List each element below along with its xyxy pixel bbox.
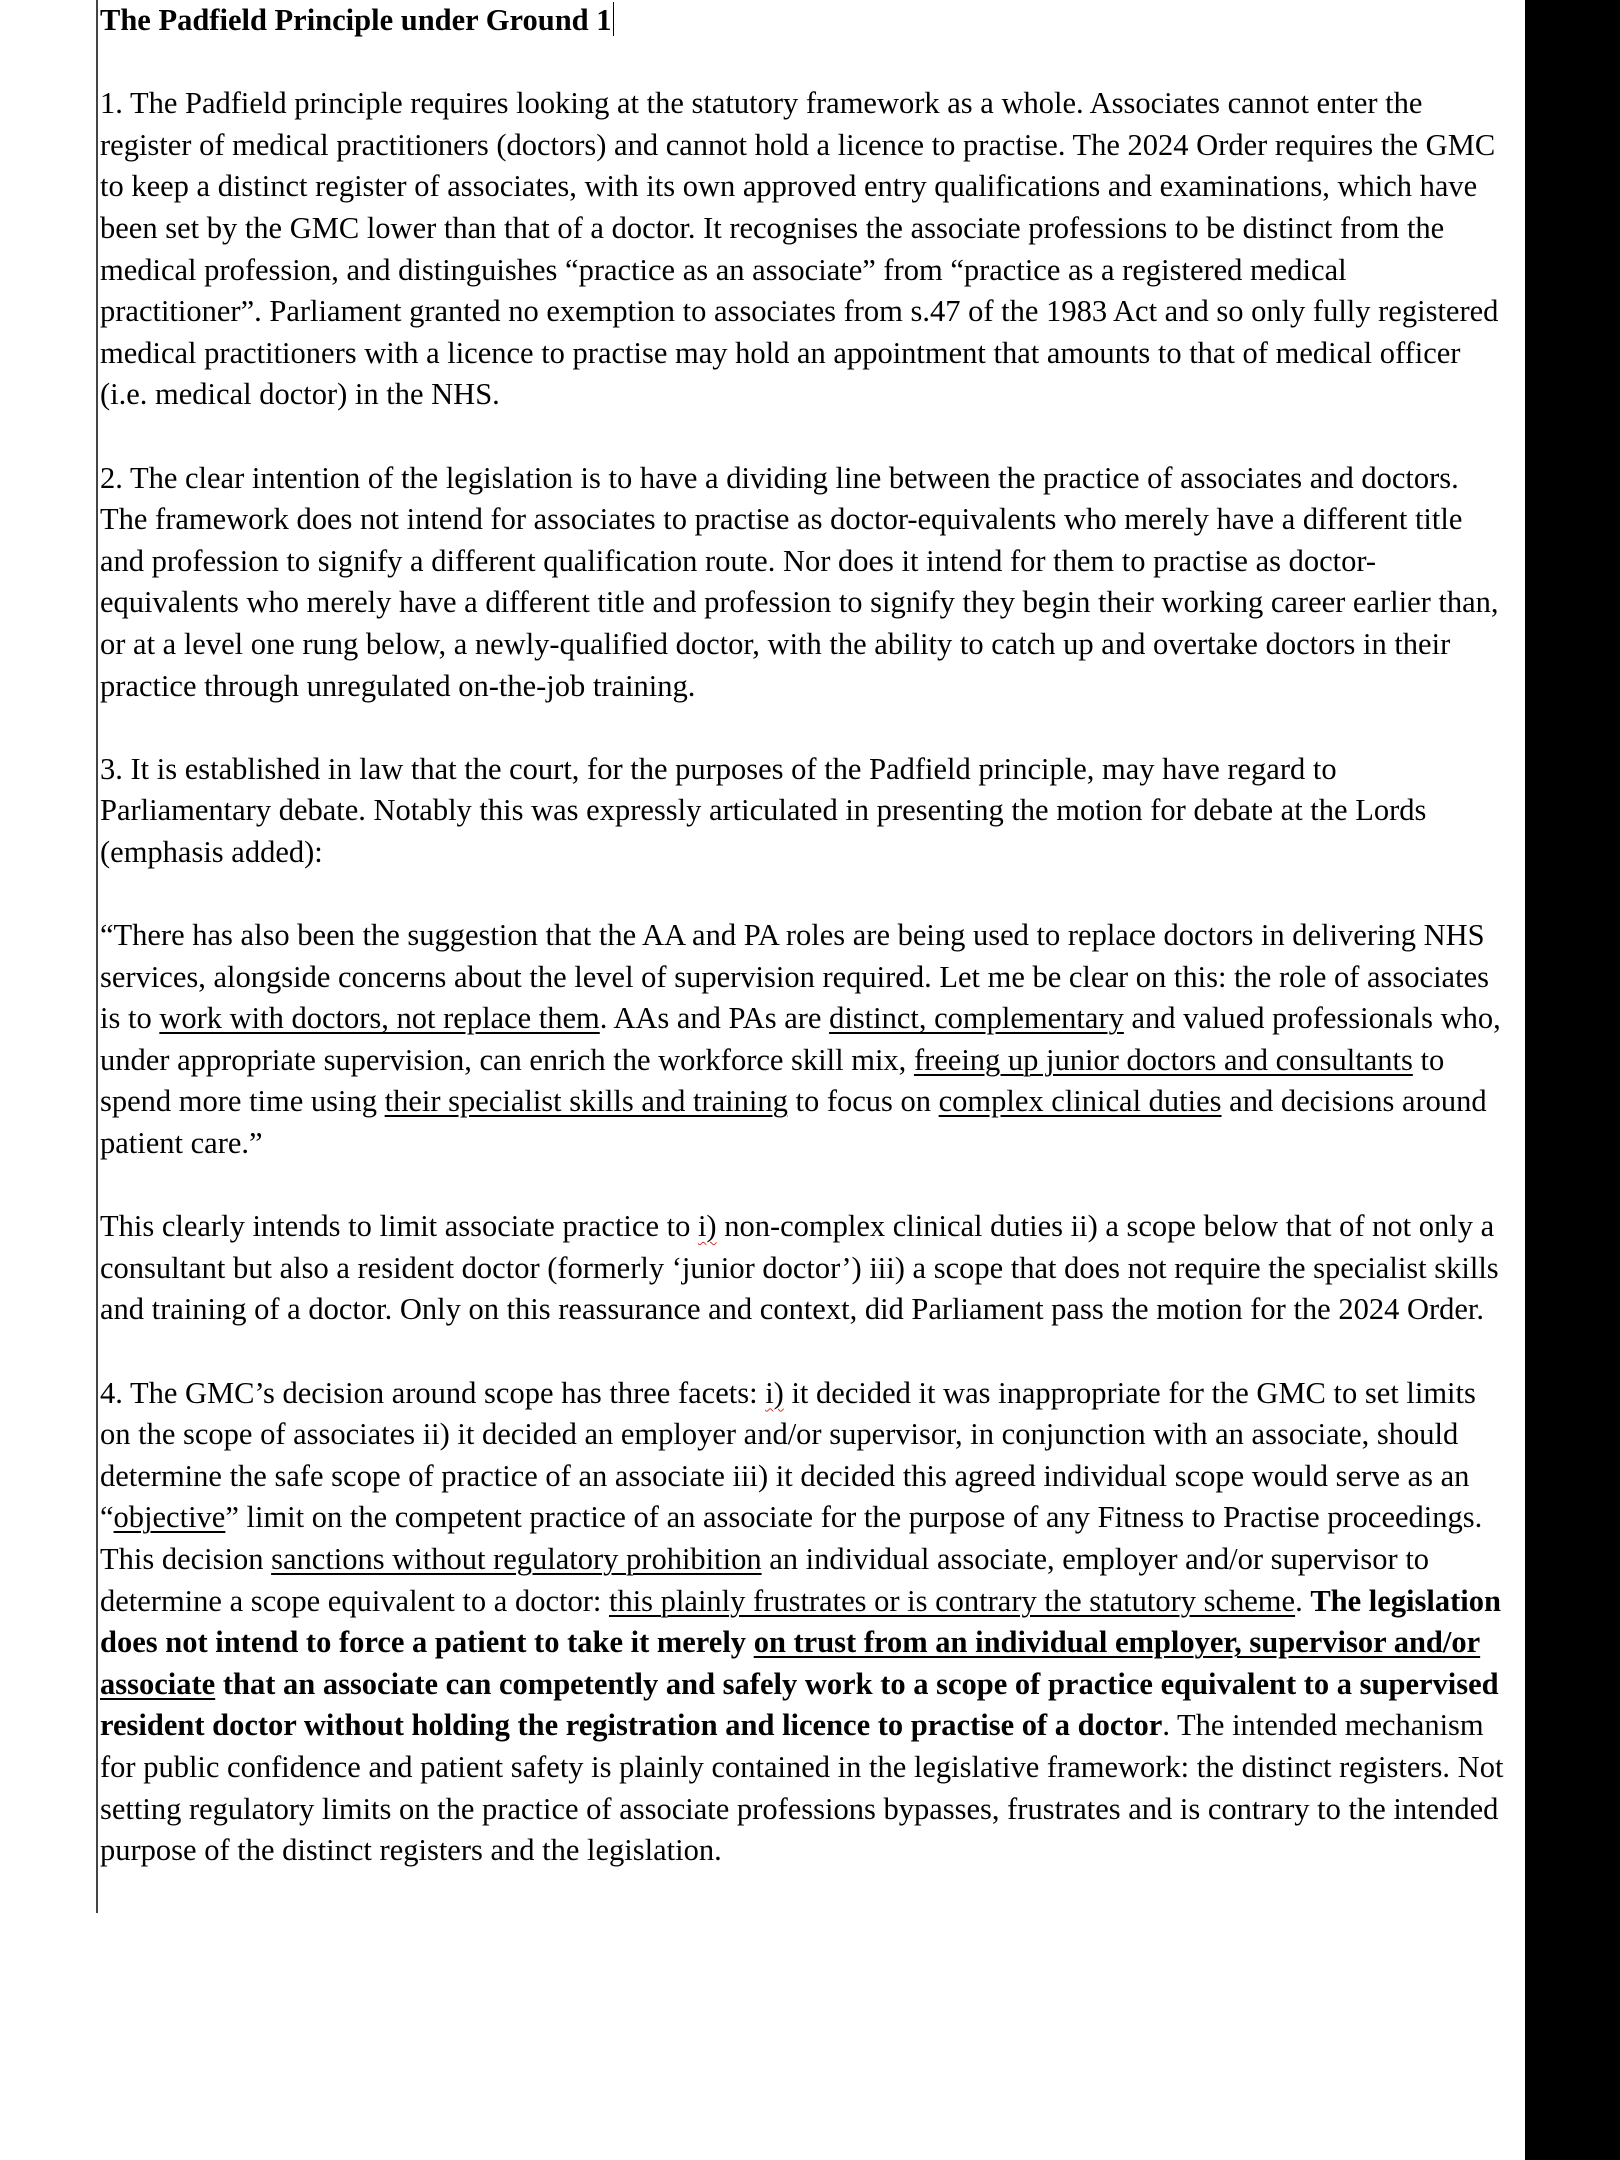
emphasis-underline: work with doctors, not replace them: [159, 1001, 600, 1036]
emphasis-underline: complex clinical duties: [938, 1084, 1222, 1119]
document-title: The Padfield Principle under Ground 1: [98, 0, 1504, 42]
spellcheck-marker[interactable]: i): [765, 1375, 784, 1410]
text-cursor: [613, 2, 615, 36]
emphasis-underline: sanctions without regulatory prohibition: [271, 1541, 762, 1576]
emphasis-underline: their specialist skills and training: [384, 1084, 788, 1119]
paragraph-1: 1. The Padfield principle requires looking at the statutory framework as a whole. Associates cannot enter the register of medical practitioners (doctors) and cannot hold a licence to practise. The 2024 Order requires the GMC to keep a distinct register of associates, with its own approved entry qualifications and examinations, which have been set by the GMC lower than that of a doctor. It recognises the associate professions to be distinct from the medical profession, and distinguishes “practice as an associate” from “practice as a registered medical practitioner”. Parliament granted no exemption to associates from s.47 of the 1983 Act and so only fully registered medical practitioners with a licence to practise may hold an appointment that amounts to that of medical officer (i.e. medical doctor) in the NHS.: [100, 86, 1499, 412]
emphasis-underline: this plainly frustrates or is contrary the statutory scheme: [608, 1583, 1296, 1618]
bold-underline-emphasis: on trust from an individual employer, supervisor and/or associate: [100, 1625, 1481, 1701]
paragraph-2: 2. The clear intention of the legislation is to have a dividing line between the practice of associates and doctors. The framework does not intend for associates to practise as doctor-equivalents who merely have a different title and profession to signify a different qualification route. Nor does it intend for them to practise as doctor-equivalents who merely have a different title and profession to signify they begin their working career earlier than, or at a level one rung below, a newly-qualified doctor, with the ability to catch up and overtake doctors in their practice through unregulated on-the-job training.: [100, 460, 1499, 703]
document-body[interactable]: [96, 0, 1504, 1913]
paragraph-4: 4. The GMC’s decision around scope has three facets: i) it decided it was inappropriate for the GMC to set limits on the scope of associates ii) it decided an employer and/or supervisor, in conjunction with an associate, should determine the safe scope of practice of an associate iii) it decided this agreed individual scope would serve as an “objective” limit on the competent practice of an associate for the purpose of any Fitness to Practise proceedings. This decision sanctions without regulatory prohibition an individual associate, employer and/or supervisor to determine a scope equivalent to a doctor: this plainly frustrates or is contrary the statutory scheme. The legislation does not intend to force a patient to take it merely on trust from an individual employer, supervisor and/or associate that an associate can competently and safely work to a scope of practice equivalent to a supervised resident doctor without holding the registration and licence to practise of a doctor. The intended mechanism for public confidence and patient safety is plainly contained in the legislative framework: the distinct registers. Not setting regulatory limits on the practice of associate professions bypasses, frustrates and is contrary to the intended purpose of the distinct registers and the legislation.: [100, 1375, 1504, 1868]
parliamentary-quote: “There has also been the suggestion that the AA and PA roles are being used to replace doctors in delivering NHS services, alongside concerns about the level of supervision required. Let me be clear on this: the role of associates is to work with doctors, not replace them. AAs and PAs are distinct, complementary and valued professionals who, under appropriate supervision, can enrich the workforce skill mix, freeing up junior doctors and consultants to spend more time using their specialist skills and training to focus on complex clinical duties and decisions around patient care.”: [100, 918, 1501, 1161]
spellcheck-marker[interactable]: i): [697, 1209, 717, 1244]
emphasis-underline: freeing up junior doctors and consultants: [913, 1042, 1413, 1077]
paragraph-3: 3. It is established in law that the court, for the purposes of the Padfield principle, may have regard to Parliamentary debate. Notably this was expressly articulated in presenting the motion for debate at the Lords (emphasis added):: [100, 751, 1427, 869]
bold-emphasis: that an associate can competently and safely work to a scope of practice equivalent to a supervised resident doctor without holding the registration and licence to practise of a doctor: [100, 1666, 1499, 1743]
bold-emphasis: The legislation does not intend to force a patient to take it merely: [100, 1583, 1501, 1660]
emphasis-underline: distinct, complementary: [829, 1001, 1124, 1036]
emphasis-underline: objective: [113, 1500, 226, 1535]
quote-analysis-paragraph: This clearly intends to limit associate practice to i) non-complex clinical duties ii) a scope below that of not only a consultant but also a resident doctor (formerly ‘junior doctor’) iii) a scope that does not require the specialist skills and training of a doctor. Only on this reassurance and context, did Parliament pass the motion for the 2024 Order.: [100, 1209, 1499, 1327]
